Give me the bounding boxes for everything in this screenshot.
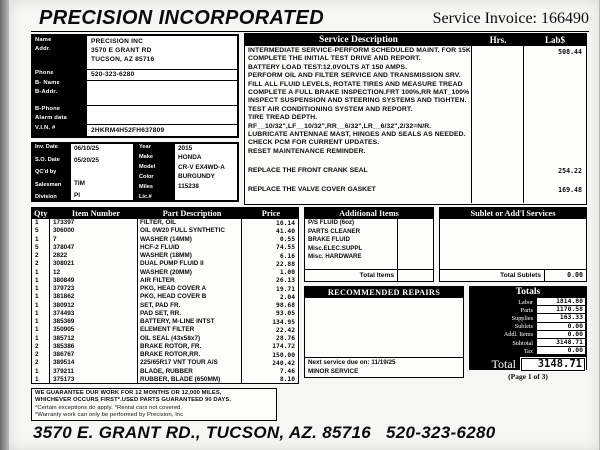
additional-item: P/S FLUID (6oz)	[308, 219, 355, 226]
header-rule	[31, 31, 589, 32]
sublet-body	[440, 219, 586, 269]
table-row	[32, 285, 298, 293]
grand-total-row	[469, 356, 587, 372]
vehicle-field-label: Inv. Date	[35, 144, 58, 150]
column-divider	[471, 46, 472, 203]
vehicle-field-value: HONDA	[178, 154, 202, 162]
service-description-header: Service Description	[319, 35, 398, 45]
service-extra-description: REPLACE THE VALVE COVER GASKET	[248, 186, 376, 194]
service-line: FILL ALL FLUID LEVELS, ROTATE TIRES AND MEASURE TREAD	[248, 80, 463, 88]
table-row	[32, 318, 298, 326]
part-qty: 1	[32, 236, 50, 244]
vehicle-field-value: CR-V EX4WD-A	[178, 163, 225, 171]
customer-phone: 520-323-6280	[91, 71, 135, 78]
part-item-number: 379723	[50, 285, 138, 293]
part-item-number: 385712	[50, 335, 138, 343]
additional-items-total-row	[305, 269, 433, 281]
part-price: 150.00	[272, 351, 295, 359]
part-price: 19.71	[276, 285, 295, 293]
part-description: PKG, HEAD COVER B	[138, 293, 242, 301]
table-row	[32, 269, 298, 277]
part-price: 1.00	[279, 269, 295, 277]
part-description: FILTER, OIL	[138, 219, 242, 227]
part-qty: 2	[32, 343, 50, 351]
column-divider	[523, 46, 524, 203]
vehicle-field-label: Make	[139, 154, 153, 160]
totals-row-value: 0.00	[537, 347, 585, 354]
service-line: RESET MAINTENANCE REMINDER.	[248, 147, 366, 155]
part-description: ELEMENT FILTER	[138, 326, 242, 334]
totals-row-label: Parts	[520, 306, 533, 314]
customer-values-panel	[87, 36, 237, 136]
part-item-number: 379211	[50, 368, 138, 376]
part-item-number: 389514	[50, 359, 138, 367]
service-labor-amount: 508.44	[558, 48, 582, 56]
part-qty: 1	[32, 310, 50, 318]
table-row	[32, 351, 298, 359]
divider	[87, 124, 237, 125]
part-qty: 1	[32, 326, 50, 334]
vehicle-field-value: 05/20/25	[74, 156, 99, 164]
service-line: BATTERY LOAD TEST:12.0VOLTS AT 150 AMPS.	[248, 63, 408, 71]
vehicle-field-value: 115238	[178, 182, 199, 190]
table-row	[32, 236, 298, 244]
part-price: 240.42	[272, 359, 295, 367]
service-line: COMPLETE A FULL BRAKE INSPECTION.FRT 100%,RR MAT_100%	[248, 88, 470, 96]
vehicle-field-value: BURGUNDY	[178, 173, 215, 181]
totals-row-label: Labor	[518, 298, 533, 306]
addr-label: Addr.	[35, 46, 51, 52]
part-price: 0.55	[279, 236, 295, 244]
service-extra-rows	[245, 166, 586, 194]
customer-addr-1: 3570 E GRANT RD	[91, 47, 152, 54]
totals-row-value: 3148.71	[537, 339, 585, 346]
part-item-number: 380849	[50, 277, 138, 285]
totals-row-value: 0.00	[537, 331, 585, 338]
vehicle-field-value: 06/10/25	[74, 145, 99, 152]
part-item-number: 385386	[50, 343, 138, 351]
part-description: HCF-2 FLUID	[138, 244, 242, 252]
table-row	[32, 368, 298, 376]
part-price: 41.40	[276, 227, 295, 235]
additional-items-header: Additional Items	[305, 208, 433, 219]
invoice-page	[9, 0, 599, 450]
table-row	[32, 260, 298, 268]
part-item-number: 7	[50, 236, 138, 244]
vehicle-left-labels	[31, 144, 71, 200]
column-divider	[397, 219, 398, 269]
part-price: 74.55	[276, 244, 295, 252]
parts-table-header	[32, 208, 298, 219]
recommended-repairs-box	[304, 286, 464, 378]
customer-name: PRECISION INC	[91, 38, 144, 45]
vin-label: V.I.N. #	[35, 125, 56, 131]
totals-row-value: 1814.80	[537, 298, 585, 305]
vehicle-field-value: TIM	[74, 180, 86, 188]
totals-row-value: 163.33	[537, 314, 585, 321]
vehicle-field-label: Miles	[139, 184, 153, 190]
divider	[87, 80, 237, 81]
sublet-total-row	[440, 269, 586, 281]
additional-items-list	[305, 219, 433, 262]
vehicle-right-values	[175, 144, 237, 200]
parts-table	[31, 207, 299, 384]
total-sublets-label: Total Sublets	[500, 272, 541, 279]
part-price: 6.16	[279, 252, 295, 260]
company-title: PRECISION INCORPORATED	[39, 7, 325, 29]
part-description: OIL SEAL (43x58x7)	[138, 335, 242, 343]
bill-addr-label: B-Addr.	[35, 89, 58, 95]
part-qty: 1	[32, 376, 50, 384]
item-number-header: Item Number	[71, 209, 121, 218]
table-row	[32, 277, 298, 285]
part-qty: 1	[32, 219, 50, 227]
part-description: WASHER (20MM)	[138, 269, 242, 277]
part-item-number: 386767	[50, 351, 138, 359]
vehicle-field-label: Color	[139, 174, 154, 180]
service-line: PERFORM OIL AND FILTER SERVICE AND TRANSMISSION SRV.	[248, 72, 461, 80]
part-item-number: 308021	[50, 260, 138, 268]
additional-items-box	[304, 207, 434, 282]
part-item-number: 12	[50, 269, 138, 277]
table-row	[32, 227, 298, 235]
totals-row-value: 0.00	[537, 323, 585, 330]
recommended-repairs-header: RECOMMENDED REPAIRS	[305, 287, 463, 298]
part-description: PAD SET, RR.	[138, 310, 242, 318]
vehicle-right-labels	[135, 144, 175, 200]
part-price: 26.13	[276, 277, 295, 285]
guarantee-line: *Certain exceptions do apply. *Rental cars not covered.	[35, 404, 183, 411]
part-qty: 1	[32, 368, 50, 376]
vehicle-field-label: QC'd by	[35, 169, 57, 175]
part-description: BATTERY, M-LINE INTST	[138, 318, 242, 326]
parts-table-body	[32, 219, 298, 384]
part-price: 2.04	[279, 293, 295, 301]
part-price: 7.46	[279, 368, 295, 376]
table-row	[32, 293, 298, 301]
totals-row-label: Addl. Items	[503, 331, 533, 339]
scan-shadow-edge	[0, 0, 9, 450]
part-qty: 1	[32, 302, 50, 310]
additional-item: PARTS CLEANER	[308, 227, 361, 235]
service-table-header	[245, 34, 586, 46]
part-qty: 2	[32, 260, 50, 268]
service-line: INTERMEDIATE SERVICE-PERFORM SCHEDULED MAINT. FOR 15K	[248, 47, 471, 54]
table-row	[32, 252, 298, 260]
name-label: Name	[35, 37, 52, 43]
part-price: 22.42	[276, 326, 295, 334]
vehicle-left-values	[71, 144, 133, 200]
part-price: 22.88	[276, 260, 295, 268]
grand-total-label: Total	[491, 356, 516, 371]
part-description: SET, PAD FR.	[138, 302, 242, 310]
part-item-number: 350905	[50, 326, 138, 334]
part-qty: 5	[32, 227, 50, 235]
part-qty: 5	[32, 244, 50, 252]
service-extra-amount: 254.22	[558, 166, 582, 175]
alarm-data-label: Alarm data	[35, 115, 67, 121]
guarantee-box	[31, 388, 277, 421]
guarantee-line: WE GUARANTEE OUR WORK FOR 12 MONTHS OR 12,000 MILES,	[35, 390, 222, 396]
vehicle-field-label: Salesman	[35, 181, 62, 188]
totals-row-label: Subtotal	[512, 339, 533, 347]
qty-header: Qty	[34, 209, 48, 218]
next-service-type: MINOR SERVICE	[308, 367, 359, 375]
totals-row-label: Tax	[523, 347, 533, 355]
vehicle-field-value	[175, 192, 237, 199]
part-qty: 1	[32, 318, 50, 326]
table-row	[32, 376, 298, 384]
part-item-number: 2822	[50, 252, 138, 260]
totals-header: Totals	[515, 287, 541, 297]
part-price: 174.72	[272, 343, 295, 351]
part-item-number: 306000	[50, 227, 138, 235]
table-row	[32, 244, 298, 252]
service-extra-row	[245, 166, 586, 175]
service-extra-amount: 169.48	[558, 185, 582, 194]
vehicle-field-value	[71, 169, 133, 176]
service-line: TIRE TREAD DEPTH.	[248, 114, 318, 122]
totals-row-value: 1170.58	[537, 306, 585, 313]
guarantee-line: WHICHEVER OCCURS FIRST*.USED PARTS GUARANTEED 90 DAYS.	[35, 397, 232, 404]
total-items-value	[397, 270, 433, 281]
table-row	[32, 359, 298, 367]
additional-item: Misc.ELEC.SUPPL	[308, 244, 363, 252]
service-line: LUBRICATE ANTENNAE MAST, HINGES AND SEALS AS NEEDED.	[248, 130, 466, 138]
part-description: WASHER (18MM)	[138, 252, 242, 260]
part-item-number: 385369	[50, 318, 138, 326]
table-row	[32, 310, 298, 318]
divider	[87, 105, 237, 106]
vehicle-info-box	[31, 142, 239, 202]
labor-amount-header: Lab$	[544, 35, 565, 45]
totals-rows	[469, 298, 587, 355]
totals-row	[469, 347, 587, 355]
customer-info-box	[31, 34, 239, 138]
table-row	[32, 302, 298, 310]
vehicle-field-label: Model	[139, 164, 156, 170]
total-sublets-value: 0.00	[544, 270, 586, 281]
sublet-services-box	[439, 207, 587, 282]
phone-label: Phone	[35, 70, 54, 76]
vehicle-right-column	[135, 142, 239, 202]
recommended-repairs-body	[305, 298, 463, 357]
part-description: BRAKE ROTOR,RR.	[138, 351, 242, 359]
part-qty: 2	[32, 351, 50, 359]
guarantee-line: *Warranty work can only be performed by Precision, Inc	[35, 412, 184, 419]
page-number-note: (Page 1 of 3)	[508, 372, 548, 381]
part-price: 28.76	[276, 335, 295, 343]
service-line: RF__10/32",LF__10/32",RR__6/32",LR__6/32",2/32=N/R.	[248, 122, 432, 130]
grand-total-value: 3148.71	[521, 358, 585, 371]
part-qty: 2	[32, 252, 50, 260]
part-description: AIR FILTER	[138, 277, 242, 285]
customer-vin: 2HKRM4H52FH637809	[91, 127, 165, 134]
part-description: RUBBER, BLADE (650MM)	[138, 376, 242, 384]
vehicle-field-label: Year	[139, 144, 151, 150]
part-item-number: 375173	[50, 376, 138, 384]
customer-addr-2: TUCSON, AZ 85716	[91, 56, 155, 63]
service-line: TEST AIR CONDITIONING SYSTEM AND REPORT.	[248, 105, 413, 113]
table-row	[32, 343, 298, 351]
price-header: Price	[261, 209, 281, 218]
part-description: PKG, HEAD COVER A	[138, 285, 242, 293]
part-qty: 1	[32, 335, 50, 343]
part-item-number: 381862	[50, 293, 138, 301]
service-extra-description: REPLACE THE FRONT CRANK SEAL	[248, 167, 368, 175]
part-description: 225/65R17 VNT TOUR A/S	[138, 359, 242, 367]
hours-header: Hrs.	[489, 35, 507, 45]
part-description: WASHER (14MM)	[138, 236, 242, 244]
part-price: 93.05	[276, 310, 295, 318]
divider	[87, 69, 237, 70]
part-item-number: 374493	[50, 310, 138, 318]
part-price: 98.68	[276, 302, 295, 310]
part-description: BLADE, RUBBER	[138, 368, 242, 376]
part-qty: 2	[32, 359, 50, 367]
part-item-number: 378047	[50, 244, 138, 252]
part-qty: 1	[32, 269, 50, 277]
invoice-number: Service Invoice: 166490	[432, 10, 589, 27]
part-qty: 1	[32, 293, 50, 301]
service-description-box	[244, 33, 587, 205]
table-row	[32, 335, 298, 343]
part-qty: 1	[32, 285, 50, 293]
vehicle-field-label: S.O. Date	[35, 156, 60, 163]
totals-row-label: Sublets	[514, 323, 533, 331]
totals-row-label: Supplies	[511, 314, 533, 322]
part-item-number: 380912	[50, 302, 138, 310]
footer-address: 3570 E. GRANT RD., TUCSON, AZ. 85716 520-323-6280	[33, 423, 496, 442]
service-line: CHECK PCM FOR CURRENT UPDATES.	[248, 139, 380, 147]
vehicle-field-label: Division	[35, 194, 57, 200]
table-row	[32, 219, 298, 227]
bill-name-label: B- Name	[35, 80, 60, 86]
service-line: COMPLETE THE INITIAL TEST DRIVE AND REPORT.	[248, 55, 421, 63]
next-service-date: Next service due on: 11/19/25	[308, 359, 396, 366]
next-service-note	[305, 357, 463, 377]
part-description: OIL 0W20 FULL SYNTHETIC	[138, 227, 242, 235]
part-description-header: Part Description	[162, 209, 222, 218]
sublet-header: Sublet or Add'l Services	[440, 208, 586, 219]
service-extra-row	[245, 185, 586, 194]
vehicle-field-value: 2015	[178, 145, 193, 152]
table-row	[32, 326, 298, 334]
additional-item: Misc. HARDWARE	[308, 253, 362, 261]
part-qty: 1	[32, 277, 50, 285]
part-price: 8.10	[279, 376, 295, 384]
vehicle-field-value: PI	[74, 192, 81, 199]
part-description: BRAKE ROTOR, FR.	[138, 343, 242, 351]
additional-items-body	[305, 219, 433, 269]
service-line: INSPECT SUSPENSION AND STEERING SYSTEMS AND TIGHTEN.	[248, 97, 467, 105]
vehicle-left-column	[31, 142, 135, 202]
total-items-label: Total Items	[359, 272, 394, 279]
part-description: DUAL PUMP FLUID II	[138, 260, 242, 268]
part-price: 134.95	[272, 318, 295, 326]
part-price: 10.14	[276, 219, 295, 227]
additional-item: BRAKE FLUID	[308, 236, 350, 244]
part-item-number: 173397	[50, 219, 138, 227]
service-lines	[245, 46, 586, 156]
bill-phone-label: B-Phone	[35, 106, 61, 112]
service-table-body	[245, 46, 586, 203]
vehicle-field-label: Lic.#	[139, 194, 152, 200]
totals-box	[469, 286, 587, 370]
